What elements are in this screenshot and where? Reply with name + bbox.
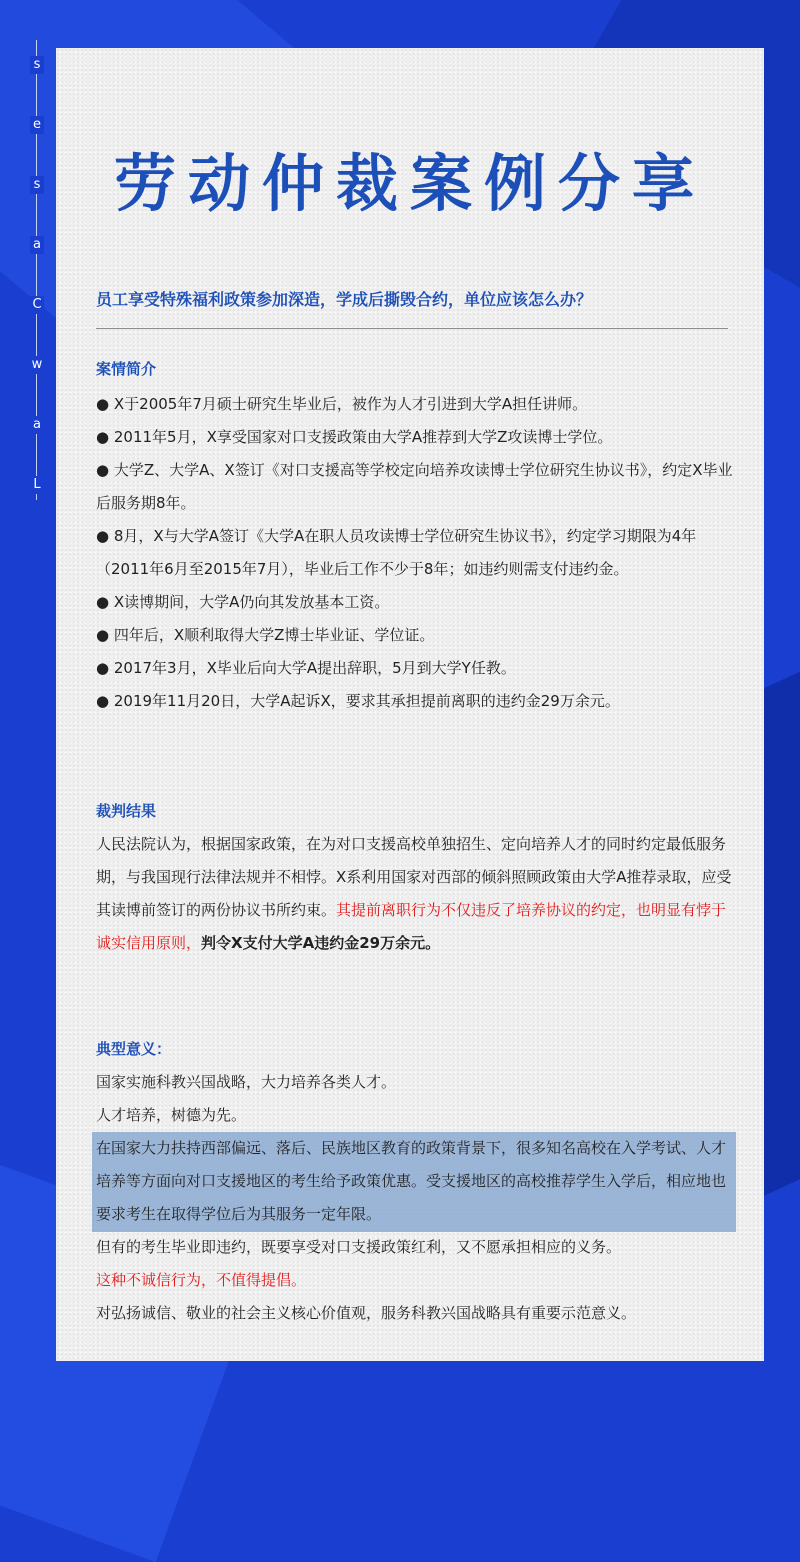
page-title: 劳动仲裁案例分享 bbox=[113, 147, 706, 220]
side-decoration bbox=[30, 40, 44, 500]
side-letter: L bbox=[30, 476, 44, 494]
side-letter: C bbox=[30, 296, 44, 314]
bullet-icon: ● bbox=[96, 626, 110, 644]
list-item: ● 2019年11月20日，大学A起诉X，要求其承担提前离职的违约金29万余元。 bbox=[96, 692, 620, 710]
judgment-paragraph: 人民法院认为，根据国家政策，在为对口支援高校单独招生、定向培养人才的同时约定最低服务期，与我国现行法律法规并不相悖。X系利用国家对西部的倾斜照顾政策由大学A推荐录取，应受其读博前签订的两份协议书所约束。其提前离职行为不仅违反了培养协议的约定，也明显有悖于诚实信用原则，判令X支付大学A违约金29万余元。 bbox=[96, 835, 732, 952]
divider bbox=[96, 328, 728, 329]
significance-heading: 典型意义： bbox=[96, 1040, 172, 1058]
bullet-icon: ● bbox=[96, 428, 110, 446]
paragraph: 对弘扬诚信、敬业的社会主义核心价值观，服务科教兴国战略具有重要示范意义。 bbox=[96, 1304, 637, 1322]
bullet-icon: ● bbox=[96, 593, 110, 611]
bold-verdict: 判令X支付大学A违约金29万余元。 bbox=[201, 934, 441, 952]
paragraph: 国家实施科教兴国战略，大力培养各类人才。 bbox=[96, 1073, 397, 1091]
list-item: ● 2017年3月，X毕业后向大学A提出辞职，5月到大学Y任教。 bbox=[96, 659, 516, 677]
significance-paragraphs bbox=[96, 1066, 736, 1330]
side-letter: a bbox=[30, 236, 44, 254]
bullet-icon: ● bbox=[96, 527, 110, 545]
list-item: ● 2011年5月，X享受国家对口支援政策由大学A推荐到大学Z攻读博士学位。 bbox=[96, 428, 613, 446]
bullet-icon: ● bbox=[96, 461, 110, 479]
side-letter: s bbox=[30, 176, 44, 194]
side-letter: s bbox=[30, 56, 44, 74]
judgment-heading: 裁判结果 bbox=[96, 802, 157, 820]
side-letter: w bbox=[31, 357, 43, 372]
red-paragraph: 这种不诚信行为，不值得提倡。 bbox=[96, 1271, 307, 1289]
side-letter: e bbox=[30, 116, 44, 134]
bullet-icon: ● bbox=[96, 659, 110, 677]
list-item: ● 四年后，X顺利取得大学Z博士毕业证、学位证。 bbox=[96, 626, 435, 644]
case-heading: 案情简介 bbox=[96, 360, 157, 378]
subtitle: 员工享受特殊福利政策参加深造，学成后撕毁合约，单位应该怎么办？ bbox=[96, 290, 593, 309]
bullet-icon: ● bbox=[96, 692, 110, 710]
case-list bbox=[96, 388, 736, 718]
highlighted-paragraph: 在国家大力扶持西部偏远、落后、民族地区教育的政策背景下，很多知名高校在入学考试、人才培养等方面向对口支援地区的考生给予政策优惠。受支援地区的高校推荐学生入学后，相应地也要求考生在取得学位后为其服务一定年限。 bbox=[96, 1139, 727, 1223]
paragraph: 但有的考生毕业即违约，既要享受对口支援政策红利，又不愿承担相应的义务。 bbox=[96, 1238, 622, 1256]
list-item: ● X读博期间，大学A仍向其发放基本工资。 bbox=[96, 593, 390, 611]
content-card bbox=[56, 48, 764, 1361]
paragraph: 人才培养，树德为先。 bbox=[96, 1106, 247, 1124]
list-item: ● X于2005年7月硕士研究生毕业后，被作为人才引进到大学A担任讲师。 bbox=[96, 395, 588, 413]
red-emphasis: 其提前离职行为不仅违反了培养协议的约定，也明显有悖于诚实信用原则， bbox=[96, 901, 727, 952]
bullet-icon: ● bbox=[96, 395, 110, 413]
list-item: ● 大学Z、大学A、X签订《对口支援高等学校定向培养攻读博士学位研究生协议书》，约定X毕业后服务期8年。 bbox=[96, 461, 733, 512]
list-item: ● 8月，X与大学A签订《大学A在职人员攻读博士学位研究生协议书》，约定学习期限为4年（2011年6月至2015年7月），毕业后工作不少于8年；如违约则需支付违约金。 bbox=[96, 527, 697, 578]
side-letter: a bbox=[30, 416, 44, 434]
